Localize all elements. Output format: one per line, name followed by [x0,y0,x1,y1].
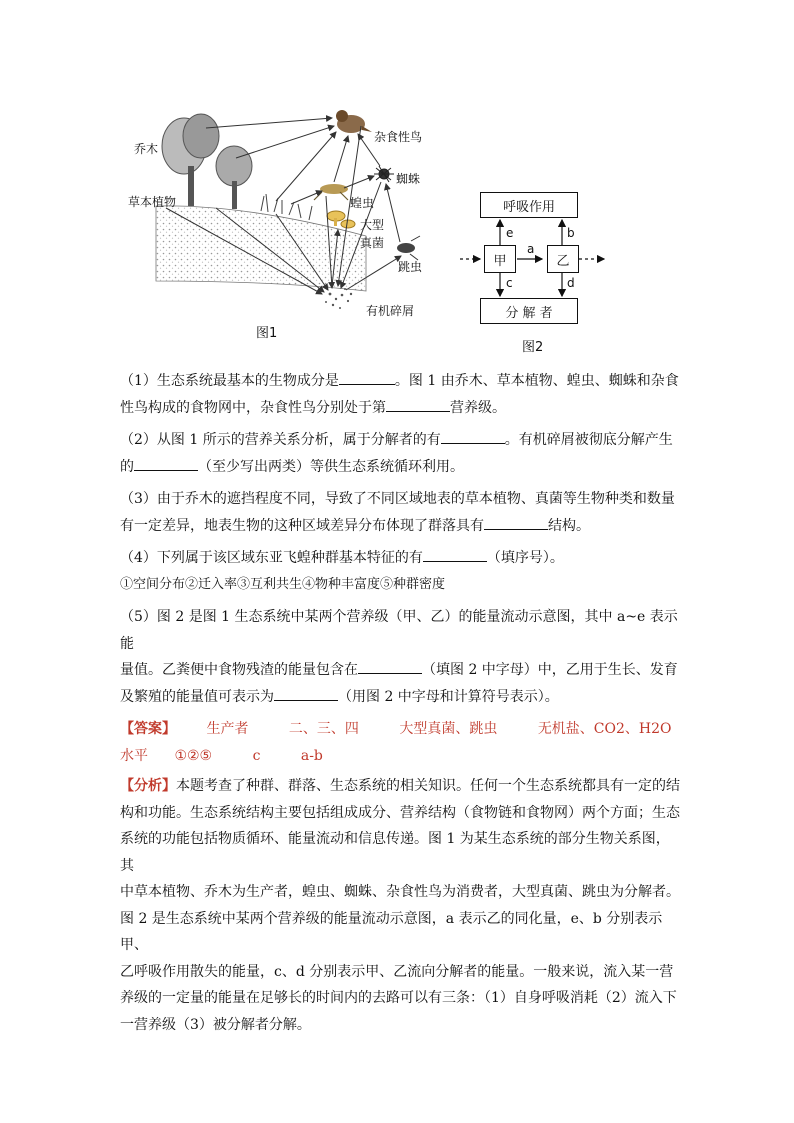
box-respiration: 呼吸作用 [480,192,578,218]
question-block [120,368,680,1038]
q1-text-b: 。图 1 由乔木、草本植物、蝗虫、蜘蛛和杂食 [394,373,679,389]
letter-c: c [506,276,513,290]
letter-b: b [567,226,575,240]
answer-blank [423,545,487,562]
box-jia: 甲 [484,245,516,273]
answer-blank [441,427,505,444]
answer-item: 水平 [120,747,148,764]
q3-text-a: 有一定差异，地表生物的这种区域差异分布体现了群落具有 [120,517,484,534]
q5-text-c: 及繁殖的能量值可表示为 [120,688,274,705]
answer-blank [339,368,395,385]
analysis-line: 系统的功能包括物质循环、能量流动和信息传递。图 1 为某生态系统的部分生物关系图，其 [120,831,670,874]
q3-line-1: （3）由于乔木的遮挡程度不同，导致了不同区域地表的草本植物、真菌等生物种类和数量 [120,491,675,507]
q1-text-d: 营养级。 [450,399,506,416]
label-fungus-1: 大型 [360,218,385,232]
analysis-line: 乙呼吸作用散失的能量，c、d 分别表示甲、乙流向分解者的能量。一般来说，流入某一营 [120,963,674,980]
q2-text-d: （至少写出两类）等供生态系统循环利用。 [198,458,464,475]
q4-options: ①空间分布②迁入率③互利共生④物种丰富度⑤种群密度 [120,576,446,592]
q2-line-1 [120,427,680,454]
label-qiaomu: 乔木 [134,142,159,156]
figure-1-caption: 图1 [256,326,278,341]
bird-icon [336,110,372,133]
q4-line-1 [120,545,680,572]
q5-line-2 [120,657,680,684]
answer-line-1 [120,716,680,743]
analysis-label: 【分析】 [120,778,176,794]
answer-blank [484,513,548,530]
q2-text-a: （2）从图 1 所示的营养关系分析，属于分解者的有 [120,432,441,448]
answer-item: a-b [300,747,323,764]
label-fungus-2: 真菌 [360,236,385,250]
label-bird: 杂食性鸟 [374,130,423,144]
q2-text-b: 。有机碎屑被彻底分解产生 [504,432,673,448]
letter-a: a [527,242,535,256]
q1-line-2 [120,395,680,422]
label-locust: 蝗虫 [350,196,375,210]
analysis-line: 养级的一定量的能量在足够长的时间内的去路可以有三条：（1）自身呼吸消耗（2）流入下 [120,990,677,1006]
q1-text-a: （1）生态系统最基本的生物成分是 [120,373,339,389]
answer-item: 生产者 [206,721,249,737]
analysis-line: 构和功能。生态系统结构主要包括组成成分、营养结构（食物链和食物网）两个方面；生态 [120,804,680,821]
label-caoben: 草本植物 [128,195,177,209]
q1-text-c: 性鸟构成的食物网中，杂食性鸟分别处于第 [120,399,386,416]
spider-icon [374,166,394,182]
letter-e: e [506,226,514,240]
q4-text-a: （4）下列属于该区域东亚飞蝗种群基本特征的有 [120,550,423,566]
label-springtail: 跳虫 [398,260,423,274]
answer-line-2 [120,743,680,770]
answer-item: 无机盐、CO2、H2O [537,721,672,737]
figure-2-caption: 图2 [522,340,544,355]
answer-item: c [252,747,261,764]
q2-line-2 [120,454,680,481]
q3-text-b: 结构。 [548,517,590,534]
analysis-line: 中草本植物、乔木为生产者，蝗虫、蜘蛛、杂食性鸟为消费者，大型真菌、跳虫为分解者。 [120,884,680,900]
answer-label: 【答案】 [120,721,176,737]
answer-item: ①②⑤ [174,747,213,764]
letter-d: d [567,276,575,290]
analysis-line: 一营养级（3）被分解者分解。 [120,1016,311,1033]
q3-line-2 [120,513,680,540]
figure-2-energy-flow [458,186,618,356]
q1-line-1 [120,368,680,395]
box-decomposer: 分 解 者 [480,298,578,324]
answer-item: 二、三、四 [288,721,359,737]
answer-blank [358,657,422,674]
detritus-icon [325,288,352,309]
answer-item: 大型真菌、跳虫 [399,721,498,737]
q5-text-a: 量值。乙粪便中食物残渣的能量包含在 [120,662,358,678]
analysis-text: 本题考查了种群、群落、生态系统的相关知识。任何一个生态系统都具有一定的结 [176,778,680,794]
label-detritus: 有机碎屑 [366,304,415,318]
q4-text-b: （填序号）。 [486,550,564,566]
fungus-icon [327,211,355,228]
answer-blank [386,395,450,412]
q5-text-b: （填图 2 中字母）中，乙用于生长、发育 [422,662,678,678]
analysis-line: 图 2 是生态系统中某两个营养级的能量流动示意图，a 表示乙的同化量，e、b 分别表示甲、 [120,910,663,953]
q5-text-d: （用图 2 中字母和计算符号表示）。 [338,688,559,705]
answer-blank [134,454,198,471]
q5-line-1: （5）图 2 是图 1 生态系统中某两个营养级（甲、乙）的能量流动示意图，其中 a~e 表示能 [120,609,678,652]
q5-line-3 [120,684,680,711]
analysis-line-1 [120,773,680,800]
label-spider: 蜘蛛 [396,172,421,186]
answer-blank [274,684,338,701]
figure-1-food-web [126,96,436,346]
q2-text-c: 的 [120,458,134,475]
box-yi: 乙 [547,245,579,273]
